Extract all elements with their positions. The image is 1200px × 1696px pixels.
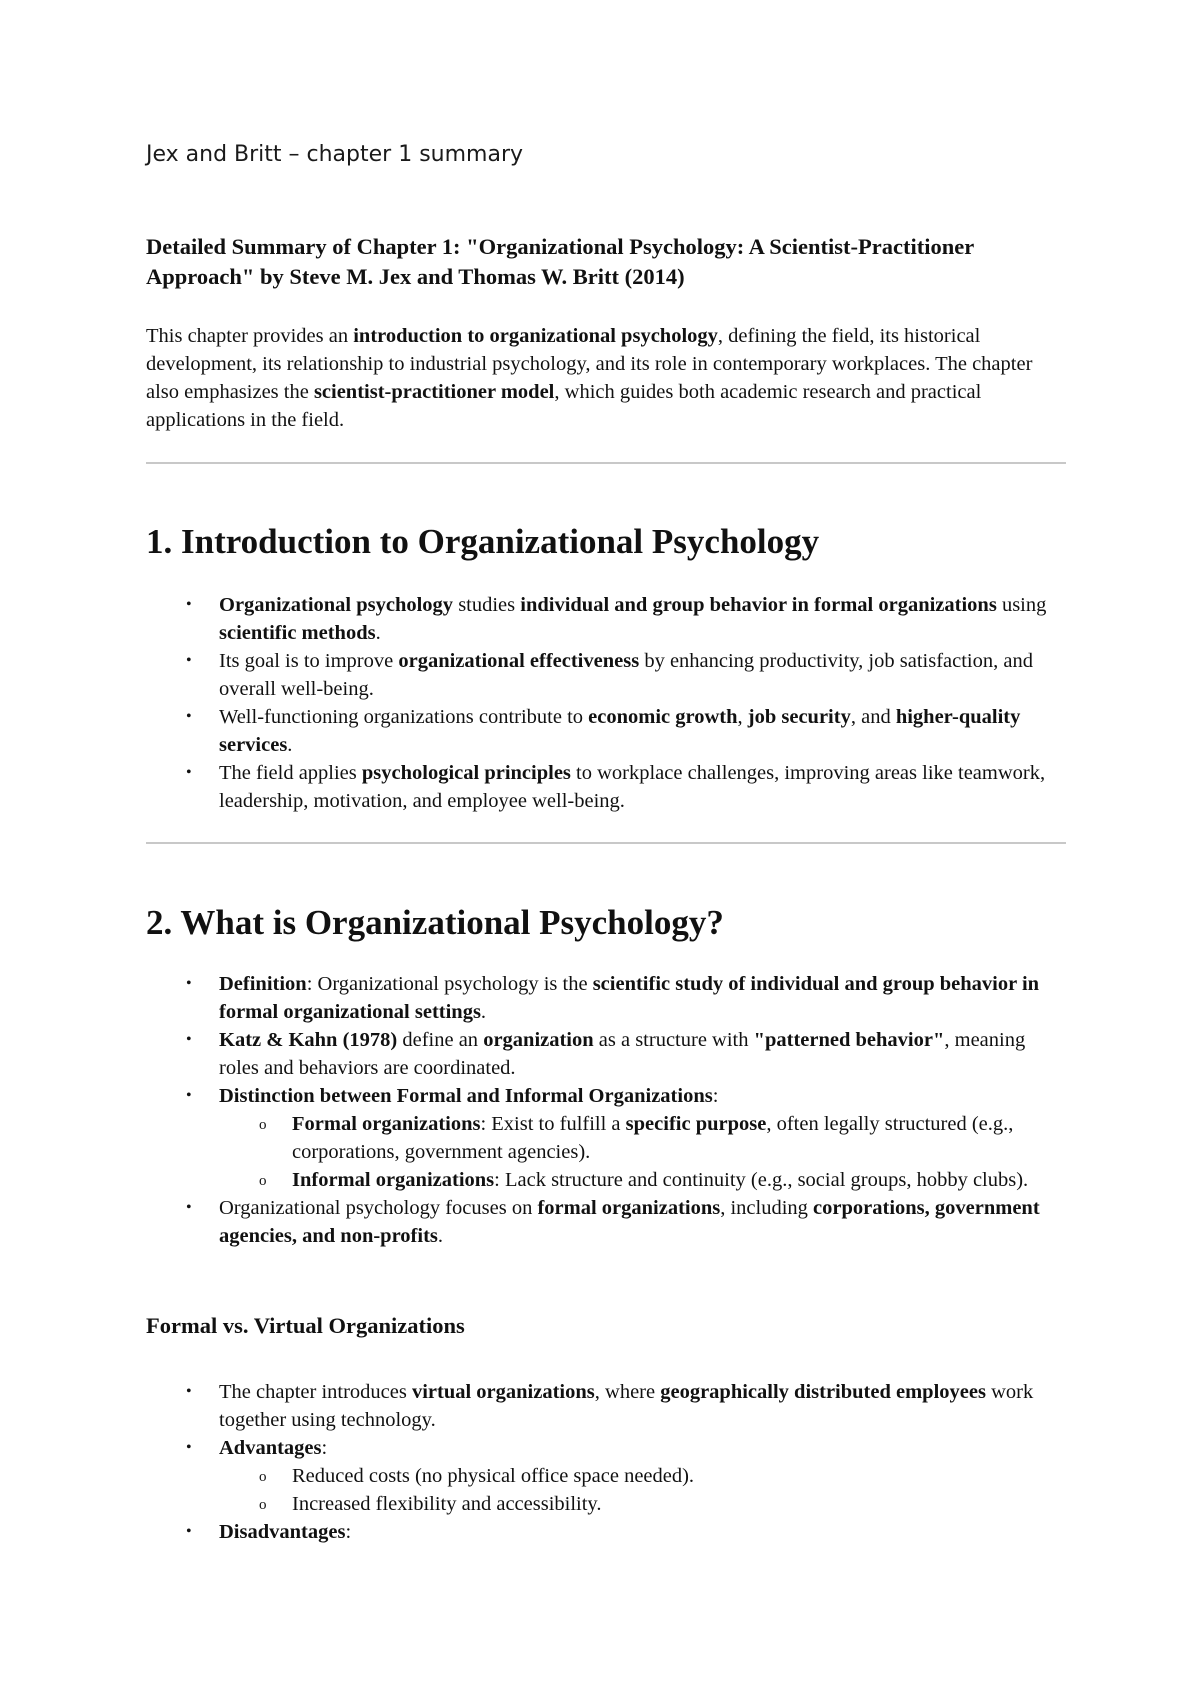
virtual-org-list <box>146 1378 1066 1546</box>
text: Its goal is to improve <box>219 650 399 672</box>
advantages-label: Advantages <box>219 1437 322 1459</box>
text: , including <box>720 1197 814 1219</box>
sub-list-item <box>219 1462 1066 1490</box>
bold-text: Katz & Kahn (1978) <box>219 1029 398 1051</box>
bold-text: Organizational psychology <box>219 594 454 616</box>
intro-text: , defining the field, its historical development, its relationship to industrial psychology, and its role in contemporary workplaces. The chapter also emphasizes the <box>146 325 1033 403</box>
list-item <box>146 970 1066 1026</box>
circle-bullet-icon: o <box>259 1497 267 1513</box>
bold-text: psychological principles <box>361 762 571 784</box>
horizontal-divider <box>146 842 1066 844</box>
bold-text: job security <box>747 706 851 728</box>
bold-text: Distinction between Formal and Informal Organizations <box>219 1085 713 1107</box>
text: . <box>287 734 293 756</box>
list-item <box>146 1434 1066 1518</box>
bullet-icon: • <box>186 1199 192 1216</box>
text: Organizational psychology focuses on <box>219 1197 538 1219</box>
bold-text: geographically distributed employees <box>660 1381 986 1403</box>
list-item <box>146 647 1066 703</box>
bold-text: Formal organizations <box>292 1113 481 1135</box>
bold-text: higher-quality services <box>219 706 1021 756</box>
sub-list-item <box>219 1490 1066 1518</box>
section-2-heading: 2. What is Organizational Psychology? <box>146 903 724 942</box>
list-item <box>146 1518 1066 1546</box>
list-item <box>146 1378 1066 1434</box>
bullet-icon: • <box>186 708 192 725</box>
list-item <box>146 591 1066 647</box>
section-1-heading: 1. Introduction to Organizational Psychology <box>146 522 820 561</box>
bold-text: virtual organizations <box>411 1381 595 1403</box>
text: Increased flexibility and accessibility. <box>292 1493 602 1515</box>
bold-text: Informal organizations <box>292 1169 495 1191</box>
text: : Lack structure and continuity (e.g., social groups, hobby clubs). <box>494 1169 1029 1191</box>
text: work together using technology. <box>219 1381 1034 1431</box>
bold-text: scientific methods <box>219 622 376 644</box>
text: : <box>321 1437 328 1459</box>
text: : <box>345 1521 352 1543</box>
bullet-icon: • <box>186 596 192 613</box>
circle-bullet-icon: o <box>259 1173 267 1189</box>
text: studies <box>453 594 521 616</box>
list-item <box>146 1194 1066 1250</box>
intro-bold: introduction to organizational psychology <box>353 325 718 347</box>
text: as a structure with <box>593 1029 754 1051</box>
sub-list-item <box>219 1110 1066 1166</box>
intro-paragraph <box>146 322 1066 434</box>
circle-bullet-icon: o <box>259 1469 267 1485</box>
text: . <box>375 622 381 644</box>
text: , and <box>850 706 896 728</box>
circle-bullet-icon: o <box>259 1117 267 1133</box>
bullet-icon: • <box>186 1439 192 1456</box>
bold-text: economic growth <box>588 706 738 728</box>
intro-text: This chapter provides an <box>146 325 354 347</box>
subsection-heading: Formal vs. Virtual Organizations <box>146 1313 465 1338</box>
text: , often legally structured (e.g., corporations, government agencies). <box>292 1113 1014 1163</box>
sub-list-item <box>219 1166 1066 1194</box>
bullet-icon: • <box>186 1087 192 1104</box>
intro-bold: scientist-practitioner model <box>313 381 555 403</box>
list-item <box>146 703 1066 759</box>
list-item <box>146 1026 1066 1082</box>
list-item <box>146 759 1066 815</box>
horizontal-divider <box>146 462 1066 464</box>
sub-list <box>219 1462 1066 1518</box>
bold-text: organizational effectiveness <box>398 650 640 672</box>
bold-text: formal organizations <box>537 1197 721 1219</box>
text: define an <box>397 1029 484 1051</box>
section-2-list <box>146 970 1066 1250</box>
bold-text: corporations, government agencies, and non-profits <box>219 1197 1040 1247</box>
disadvantages-label: Disadvantages <box>219 1521 346 1543</box>
bold-text: scientific study of individual and group behavior in formal organizational settings <box>219 973 1040 1023</box>
text: , where <box>594 1381 661 1403</box>
text: Well-functioning organizations contribute to <box>219 706 589 728</box>
bold-text: specific purpose <box>625 1113 767 1135</box>
intro-text: , which guides both academic research and practical applications in the field. <box>146 381 982 431</box>
text: The field applies <box>219 762 362 784</box>
text: . <box>437 1225 444 1247</box>
text: , meaning roles and behaviors are coordinated. <box>219 1029 1026 1079</box>
text: : Exist to fulfill a <box>480 1113 626 1135</box>
bullet-icon: • <box>186 1383 192 1400</box>
text: : <box>712 1085 719 1107</box>
text: to workplace challenges, improving areas like teamwork, leadership, motivation, and employee well-being. <box>219 762 1046 812</box>
text: . <box>480 1001 487 1023</box>
text: by enhancing productivity, job satisfaction, and overall well-being. <box>219 650 1033 700</box>
summary-heading: Detailed Summary of Chapter 1: "Organizational Psychology: A Scientist-Practitioner Approach" by Steve M. Jex and Thomas W. Britt (2014) <box>146 234 974 289</box>
bold-text: individual and group behavior in formal organizations <box>520 594 997 616</box>
bullet-icon: • <box>186 1523 192 1540</box>
sub-list <box>219 1110 1066 1194</box>
bullet-icon: • <box>186 1031 192 1048</box>
bullet-icon: • <box>186 975 192 992</box>
text: , <box>737 706 748 728</box>
list-item <box>146 1082 1066 1194</box>
bullet-icon: • <box>186 764 192 781</box>
text: using <box>996 594 1047 616</box>
bullet-icon: • <box>186 652 192 669</box>
text: The chapter introduces <box>219 1381 412 1403</box>
section-1-list <box>146 591 1066 815</box>
bold-text: organization <box>483 1029 594 1051</box>
text: : Organizational psychology is the <box>306 973 593 995</box>
bold-text: Definition <box>219 973 307 995</box>
document-title: Jex and Britt – chapter 1 summary <box>146 142 524 167</box>
text: Reduced costs (no physical office space needed). <box>292 1465 695 1487</box>
bold-text: "patterned behavior" <box>753 1029 945 1051</box>
